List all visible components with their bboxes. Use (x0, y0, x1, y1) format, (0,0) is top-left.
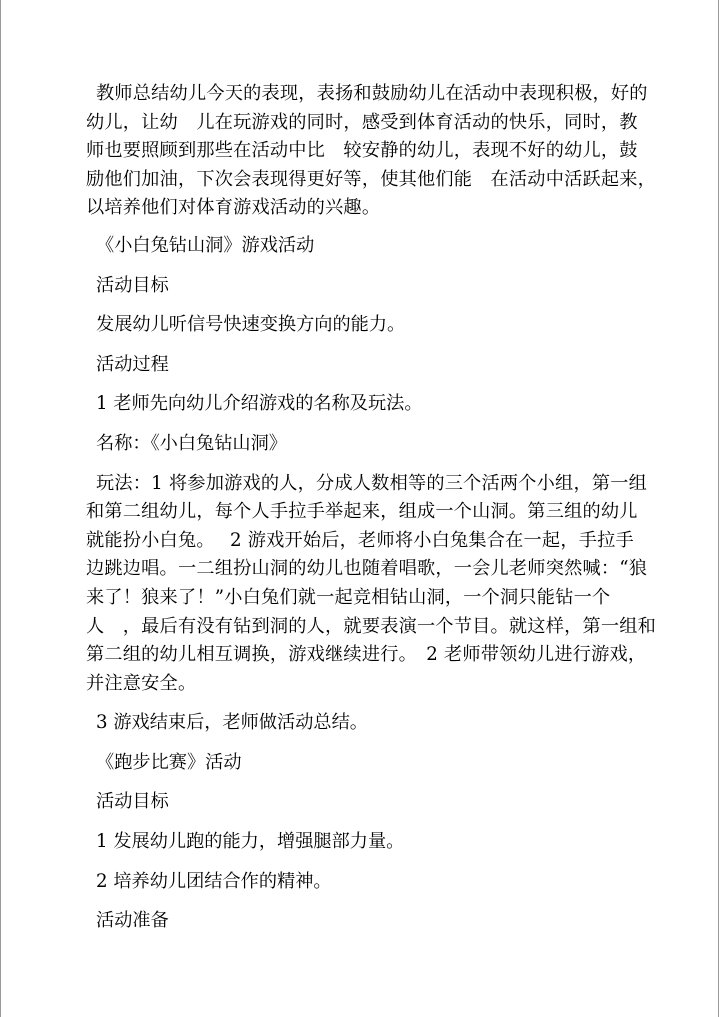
game1-step3: 3 游戏结束后，老师做活动总结。 (96, 712, 368, 734)
game1-rules-paragraph (86, 470, 657, 699)
game2-goal2: 2 培养幼儿团结合作的精神。 (96, 870, 332, 892)
summary-line: 教师总结幼儿今天的表现，表扬和鼓励幼儿在活动中表现积极，好的 (96, 83, 648, 104)
summary-line: 以培养他们对体育游戏活动的兴趣。 (86, 197, 381, 219)
game2-prep-heading: 活动准备 (96, 910, 169, 932)
rules-line: 第二组的幼儿相互调换，游戏继续进行。 2 老师带领幼儿进行游戏， (86, 644, 647, 666)
rules-line: 人 ，最后有没有钻到洞的人，就要表演一个节目。就这样，第一组和 (86, 615, 657, 637)
game2-goal-heading: 活动目标 (96, 791, 169, 813)
rules-line: 来了！狼来了！”小白兔们就一起竞相钻山洞，一个洞只能钻一个 (86, 586, 611, 608)
game1-title: 《小白兔钻山洞》游戏活动 (96, 234, 315, 256)
summary-line: 幼儿，让幼 儿在玩游戏的同时，感受到体育活动的快乐，同时，教 (86, 111, 638, 133)
game2-title: 《跑步比赛》活动 (96, 751, 242, 773)
summary-line: 励他们加油，下次会表现得更好等，使其他们能 在活动中活跃起来， (86, 168, 657, 190)
game1-goal-heading: 活动目标 (96, 274, 169, 296)
game1-process-heading: 活动过程 (96, 353, 169, 375)
rules-line: 就能扮小白兔。 2 游戏开始后，老师将小白兔集合在一起，手拉手 (86, 529, 634, 551)
game1-goal-text: 发展幼儿听信号快速变换方向的能力。 (96, 314, 406, 336)
game2-goal1: 1 发展幼儿跑的能力，增强腿部力量。 (96, 831, 405, 853)
game1-name-line: 名称：《小白兔钻山洞》 (96, 432, 287, 454)
rules-line: 玩法：1 将参加游戏的人，分成人数相等的三个活两个小组，第一组 (96, 472, 647, 494)
rules-line: 并注意安全。 (86, 672, 197, 694)
summary-line: 师也要照顾到那些在活动中比 较安静的幼儿，表现不好的幼儿，鼓 (86, 140, 638, 162)
rules-line: 和第二组幼儿，每个人手拉手举起来，组成一个山洞。第三组的幼儿 (86, 501, 638, 523)
summary-paragraph (86, 80, 657, 223)
document-content (86, 80, 657, 936)
game1-step1: 1 老师先向幼儿介绍游戏的名称及玩法。 (96, 393, 423, 415)
rules-line: 边跳边唱。一二组扮山洞的幼儿也随着唱歌，一会儿老师突然喊：“狼 (86, 558, 648, 580)
